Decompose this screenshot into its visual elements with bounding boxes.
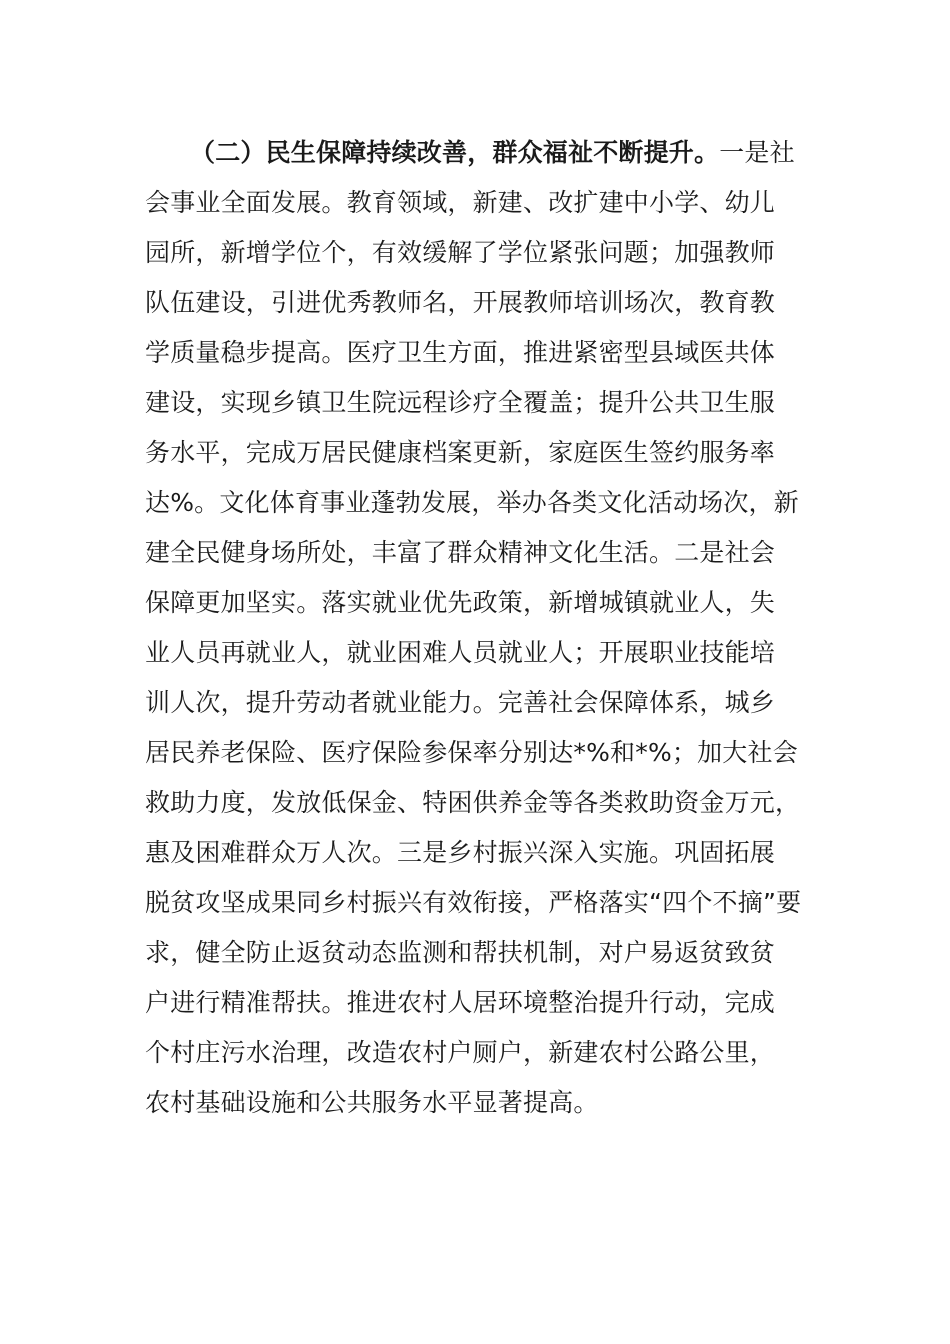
- paragraph-line: 建设，实现乡镇卫生院远程诊疗全覆盖；提升公共卫生服: [145, 388, 776, 417]
- paragraph-line: 居民养老保险、医疗保险参保率分别达*%和*%；加大社会: [145, 738, 798, 767]
- body-paragraph: [145, 128, 815, 1128]
- paragraph-line: 惠及困难群众万人次。三是乡村振兴深入实施。巩固拓展: [145, 838, 776, 867]
- paragraph-line: 脱贫攻坚成果同乡村振兴有效衔接，严格落实“四个不摘”要: [145, 888, 802, 917]
- paragraph-line: 业人员再就业人，就业困难人员就业人；开展职业技能培: [145, 638, 776, 667]
- paragraph-line: 救助力度，发放低保金、特困供养金等各类救助资金万元，: [145, 788, 801, 817]
- paragraph-line: 建全民健身场所处，丰富了群众精神文化生活。二是社会: [145, 538, 776, 567]
- paragraph-line: 个村庄污水治理，改造农村户厕户，新建农村公路公里，: [145, 1038, 776, 1067]
- section-heading: （二）民生保障持续改善，群众福祉不断提升。: [190, 138, 720, 167]
- paragraph-line: 会事业全面发展。教育领域，新建、改扩建中小学、幼儿: [145, 188, 776, 217]
- paragraph-line: 队伍建设，引进优秀教师名，开展教师培训场次，教育教: [145, 288, 776, 317]
- paragraph-text: 一是社: [719, 138, 795, 167]
- paragraph-line: 保障更加坚实。落实就业优先政策，新增城镇就业人，失: [145, 588, 776, 617]
- paragraph-line: 农村基础设施和公共服务水平显著提高。: [145, 1088, 599, 1117]
- paragraph-line: 达%。文化体育事业蓬勃发展，举办各类文化活动场次，新: [145, 488, 799, 517]
- paragraph-line: 学质量稳步提高。医疗卫生方面，推进紧密型县域医共体: [145, 338, 776, 367]
- paragraph-line: 户进行精准帮扶。推进农村人居环境整治提升行动，完成: [145, 988, 776, 1017]
- paragraph-line: 求，健全防止返贫动态监测和帮扶机制，对户易返贫致贫: [145, 938, 776, 967]
- paragraph-line: [145, 128, 815, 178]
- paragraph-line: 务水平，完成万居民健康档案更新，家庭医生签约服务率: [145, 438, 776, 467]
- paragraph-line: 训人次，提升劳动者就业能力。完善社会保障体系，城乡: [145, 688, 776, 717]
- paragraph-line: 园所，新增学位个，有效缓解了学位紧张问题；加强教师: [145, 238, 776, 267]
